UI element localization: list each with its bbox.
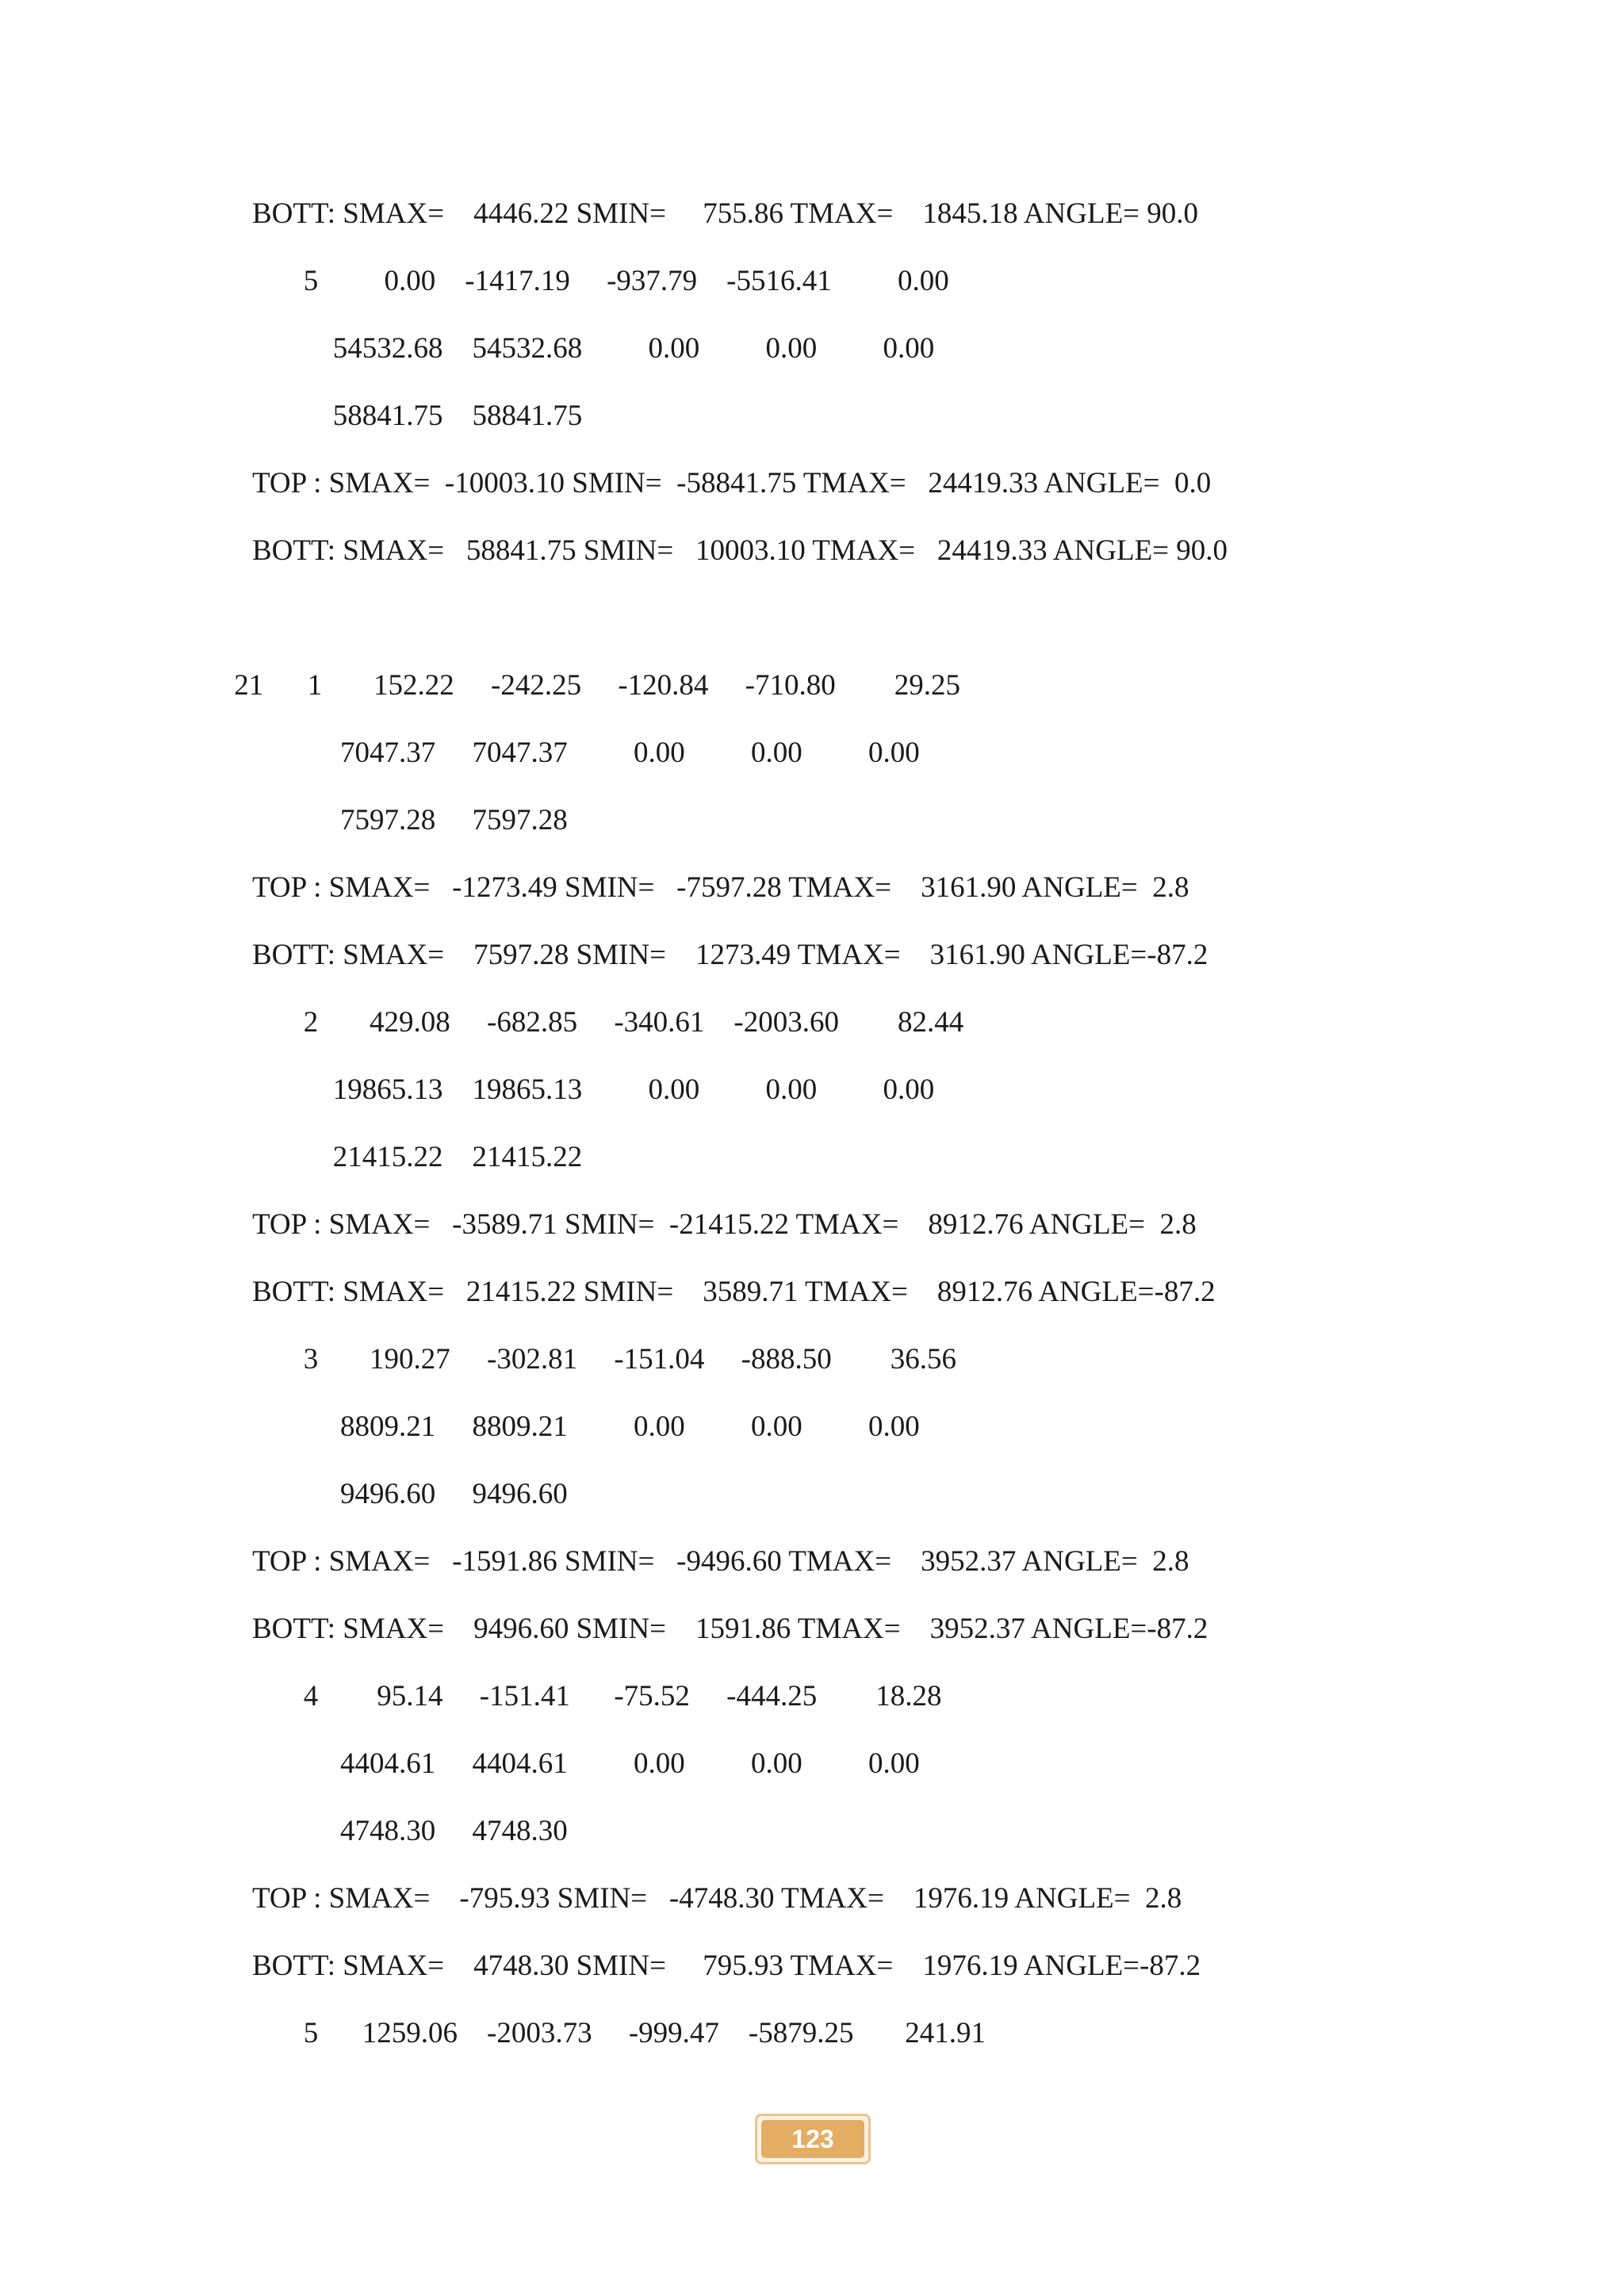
text-line: 9496.60 9496.60 bbox=[252, 1478, 568, 1510]
text-line: 7597.28 7597.28 bbox=[252, 804, 568, 836]
text-line: BOTT: SMAX= 4446.22 SMIN= 755.86 TMAX= 1845.18 ANGLE= 90.0 bbox=[252, 197, 1199, 230]
text-line: 2 429.08 -682.85 -340.61 -2003.60 82.44 bbox=[252, 1006, 964, 1039]
text-line: BOTT: SMAX= 4748.30 SMIN= 795.93 TMAX= 1976.19 ANGLE=-87.2 bbox=[252, 1950, 1201, 1982]
text-line: 4404.61 4404.61 0.00 0.00 0.00 bbox=[252, 1747, 920, 1780]
text-line: 3 190.27 -302.81 -151.04 -888.50 36.56 bbox=[252, 1343, 956, 1376]
text-line: BOTT: SMAX= 9496.60 SMIN= 1591.86 TMAX= 3952.37 ANGLE=-87.2 bbox=[252, 1613, 1208, 1645]
text-line: 4 95.14 -151.41 -75.52 -444.25 18.28 bbox=[252, 1680, 942, 1712]
text-line: TOP : SMAX= -1273.49 SMIN= -7597.28 TMAX= 3161.90 ANGLE= 2.8 bbox=[252, 871, 1189, 904]
text-line: 4748.30 4748.30 bbox=[252, 1815, 568, 1847]
text-line: TOP : SMAX= -3589.71 SMIN= -21415.22 TMAX= 8912.76 ANGLE= 2.8 bbox=[252, 1208, 1197, 1241]
text-line: 58841.75 58841.75 bbox=[252, 400, 583, 432]
text-line: TOP : SMAX= -1591.86 SMIN= -9496.60 TMAX= 3952.37 ANGLE= 2.8 bbox=[252, 1545, 1189, 1578]
text-line: 19865.13 19865.13 0.00 0.00 0.00 bbox=[252, 1073, 935, 1106]
text-line: 54532.68 54532.68 0.00 0.00 0.00 bbox=[252, 332, 935, 365]
page-number: 123 bbox=[761, 2120, 864, 2158]
text-line: TOP : SMAX= -10003.10 SMIN= -58841.75 TMAX= 24419.33 ANGLE= 0.0 bbox=[252, 467, 1212, 499]
text-line: 5 1259.06 -2003.73 -999.47 -5879.25 241.91 bbox=[252, 2017, 986, 2049]
text-line: BOTT: SMAX= 7597.28 SMIN= 1273.49 TMAX= 3161.90 ANGLE=-87.2 bbox=[252, 939, 1208, 971]
text-line: 21 1 152.22 -242.25 -120.84 -710.80 29.25 bbox=[227, 669, 960, 702]
text-line: 21415.22 21415.22 bbox=[252, 1141, 583, 1173]
text-line: TOP : SMAX= -795.93 SMIN= -4748.30 TMAX= 1976.19 ANGLE= 2.8 bbox=[252, 1882, 1182, 1915]
text-line: 5 0.00 -1417.19 -937.79 -5516.41 0.00 bbox=[252, 265, 949, 297]
text-line: 8809.21 8809.21 0.00 0.00 0.00 bbox=[252, 1410, 920, 1443]
text-line: 7047.37 7047.37 0.00 0.00 0.00 bbox=[252, 737, 920, 769]
text-line: BOTT: SMAX= 21415.22 SMIN= 3589.71 TMAX= 8912.76 ANGLE=-87.2 bbox=[252, 1276, 1216, 1308]
page-number-badge bbox=[755, 2114, 871, 2164]
text-line: BOTT: SMAX= 58841.75 SMIN= 10003.10 TMAX= 24419.33 ANGLE= 90.0 bbox=[252, 534, 1228, 567]
